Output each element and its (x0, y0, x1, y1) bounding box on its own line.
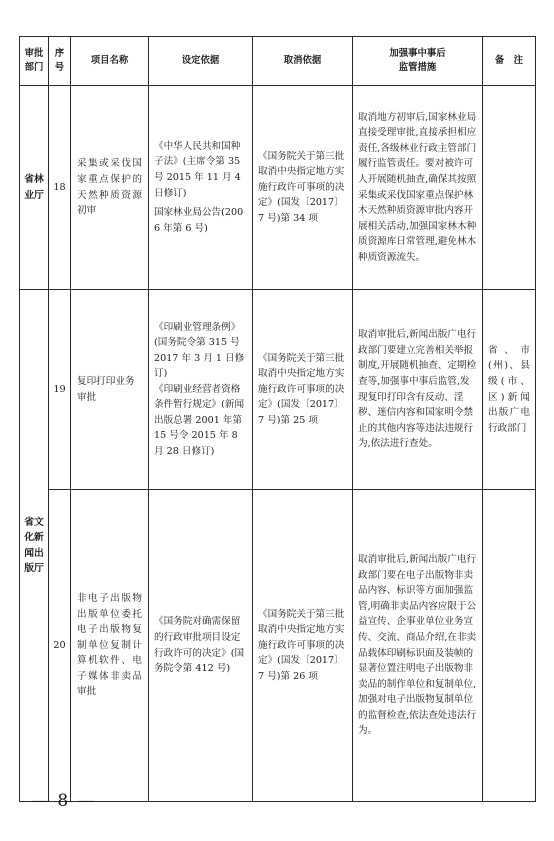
row-number: 18 (49, 86, 71, 290)
item-name: 采集或采伐国家重点保护的天然种质资源初审 (71, 86, 149, 290)
table-row (20, 490, 536, 802)
measures-cell: 取消审批后,新闻出版广电行政部门要建立完善相关举报制度,开展随机抽查、定期检查等,加强事中事后监管,发现复印打印含有反动、淫秽、迷信内容和国家明令禁止的其他内容等违法违规行为,依法进行查处。 (353, 290, 483, 490)
note-cell (483, 86, 536, 290)
note-cell (483, 490, 536, 802)
table-row (20, 290, 536, 490)
header-basis: 设定依据 (149, 37, 253, 86)
basis-line: 《印刷业管理条例》(国务院令第 315 号 2017 年 3 月 1 日修订) (154, 321, 245, 380)
measures-cell: 取消审批后,新闻出版广电行政部门要在电子出版物非卖品内容、标识等方面加强监管,明确非卖品内容应限于公益宣传、企事业单位业务宣传、交流、商品介绍,在非卖品载体印刷标识面及装帧的显著位置注明电子出版物非卖品的制作单位和复制单位,加强对电子出版物复制单位的监督检查,依法查处违法行为。 (353, 490, 483, 802)
row-number: 19 (49, 290, 71, 490)
dept-forestry: 省林 业厅 (20, 86, 49, 290)
row-number: 20 (49, 490, 71, 802)
cancel-basis: 《国务院关于第三批取消中央指定地方实施行政许可事项的决定》(国发〔2017〕7 号)第 26 项 (253, 490, 353, 802)
basis-line: 《国务院对确需保留的行政审批项目设定行政许可的决定》(国务院令第 412 号) (154, 616, 245, 675)
item-name: 非电子出版物出版单位委托电子出版物复制单位复制计算机软件、电子媒体非卖品审批 (71, 490, 149, 802)
dept-culture-press: 省文 化新 闻出 版厅 (20, 290, 49, 802)
cancel-basis: 《国务院关于第三批取消中央指定地方实施行政许可事项的决定》(国发〔2017〕7 号)第 25 项 (253, 290, 353, 490)
basis-cell (149, 86, 253, 290)
measures-cell: 取消地方初审后,国家林业局直接受理审批,直接承担相应责任,各级林业行政主管部门履行监管责任。要对被许可人开展随机抽查,确保其按照采集或采伐国家重点保护林木天然种质资源审批内容开展相关活动,加强国家林木种质资源库日常管理,避免林木种质资源流失。 (353, 86, 483, 290)
basis-line: 国家林业局公告(2006 年第 6 号) (154, 207, 244, 234)
approval-table (19, 36, 536, 802)
header-num: 序号 (49, 37, 71, 86)
cancel-basis: 《国务院关于第三批取消中央指定地方实施行政许可事项的决定》(国发〔2017〕7 号)第 34 项 (253, 86, 353, 290)
table-header-row (20, 37, 536, 86)
basis-line: 《印刷业经营者资格条件暂行规定》(新闻出版总署 2001 年第 15 号令 2015 年 8 月 28 日修订) (154, 383, 245, 457)
table-row (20, 86, 536, 290)
header-measures: 加强事中事后 监管措施 (353, 37, 483, 86)
header-dept: 审批 部门 (20, 37, 49, 86)
note-cell: 省、市(州)、县级(市、区)新闻出版广电行政部门 (483, 290, 536, 490)
header-name: 项目名称 (71, 37, 149, 86)
page-number: — 8 — (31, 791, 97, 811)
header-note: 备 注 (483, 37, 536, 86)
header-cancel: 取消依据 (253, 37, 353, 86)
basis-cell (149, 490, 253, 802)
item-name: 复印打印业务审批 (71, 290, 149, 490)
basis-line: 《中华人民共和国种子法》(主席令第 35 号 2015 年 11 月 4 日修订) (154, 140, 241, 199)
basis-cell (149, 290, 253, 490)
